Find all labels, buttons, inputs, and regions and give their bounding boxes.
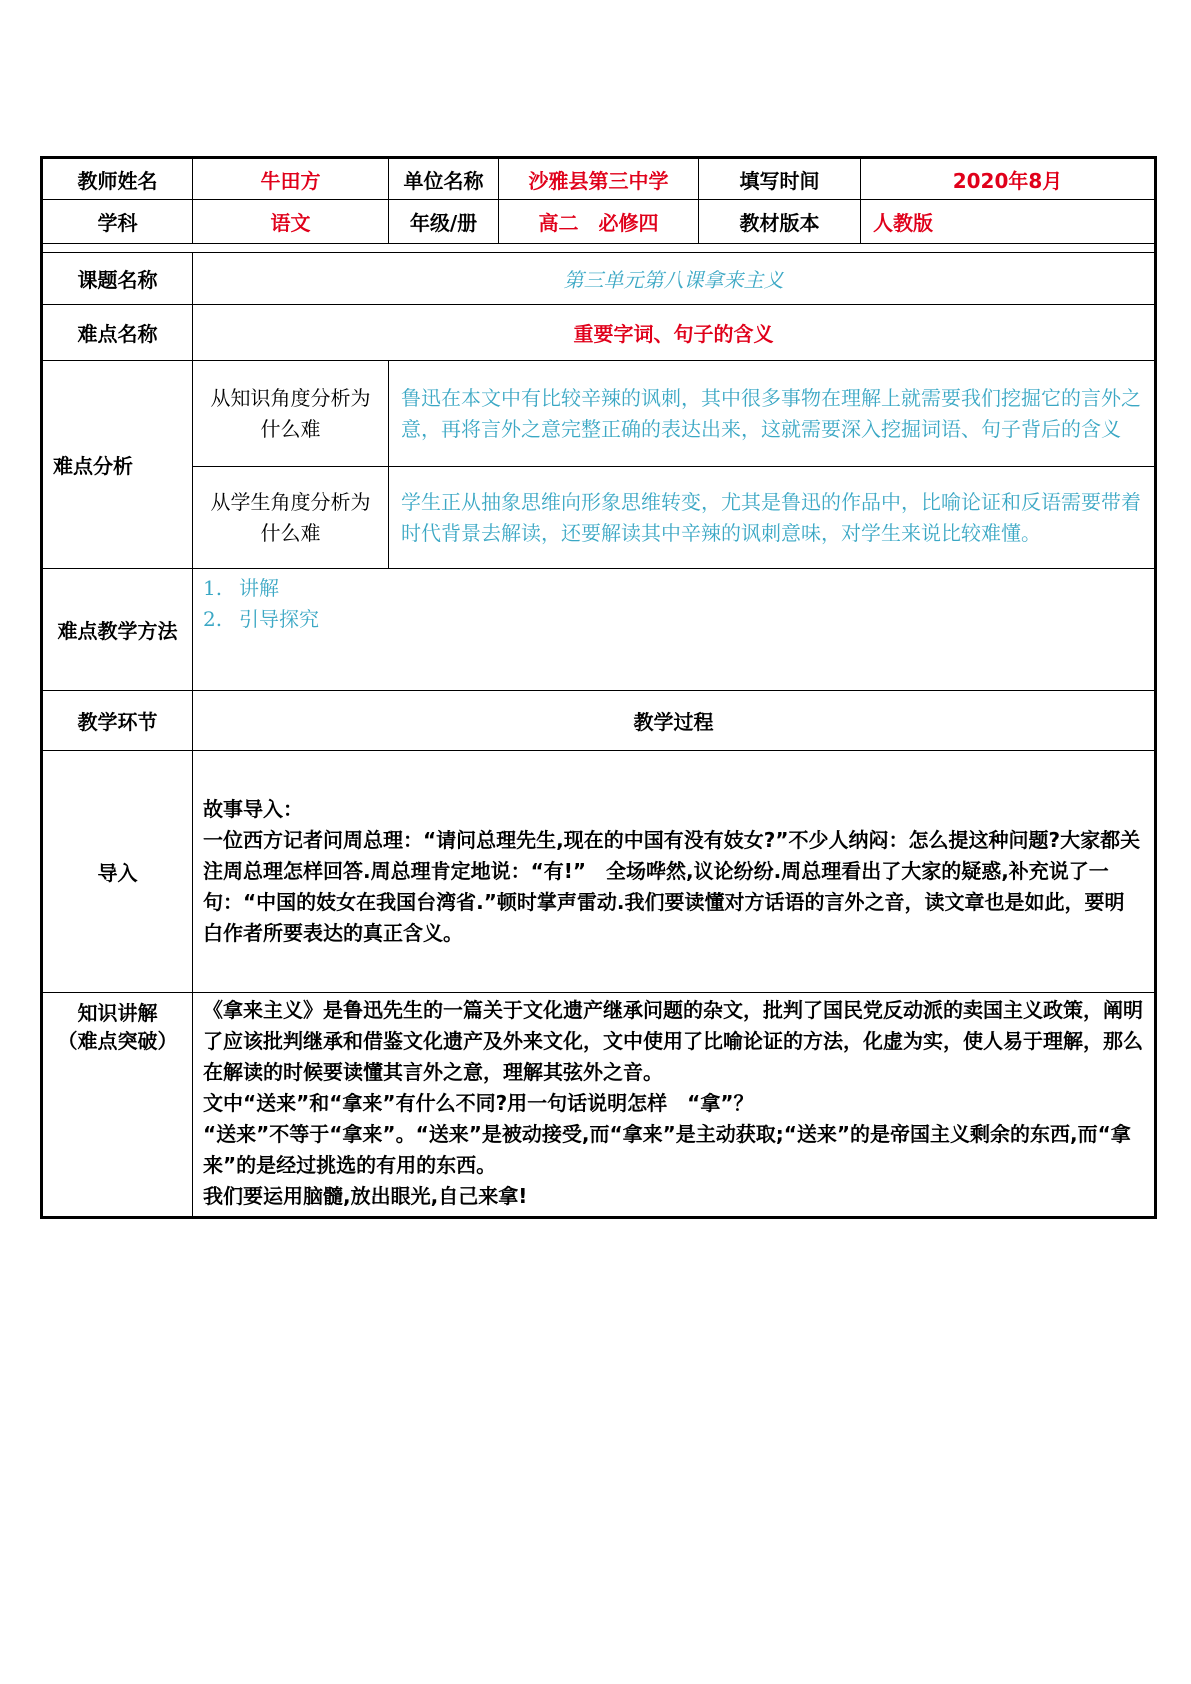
teacher-value: 牛田方 [193,158,389,200]
grade-value: 高二 必修四 [499,200,699,244]
difficulty-value: 重要字词、句子的含义 [193,305,1156,361]
knowledge-angle-text: 鲁迅在本文中有比较辛辣的讽刺，其中很多事物在理解上就需要我们挖掘它的言外之意，再将言外之意完整正确的表达出来，这就需要深入挖掘词语、句子背后的含义 [389,361,1156,467]
header-row-1 [42,158,1156,200]
stage-label: 教学环节 [42,691,193,751]
spacer-row [42,244,1156,253]
analysis-knowledge-row [42,361,1156,467]
lesson-plan-sheet [40,156,1154,1219]
unit-value: 沙雅县第三中学 [499,158,699,200]
unit-label: 单位名称 [389,158,499,200]
knowledge-question: 文中“送来”和“拿来”有什么不同?用一句话说明怎样 “拿”？ [203,1091,754,1115]
edition-value: 人教版 [861,200,1156,244]
time-value: 2020年8月 [861,158,1156,200]
difficulty-label: 难点名称 [42,305,193,361]
subject-value: 语文 [193,200,389,244]
method-text: 引导探究 [239,607,319,631]
methods-list [193,569,1156,691]
methods-row [42,569,1156,691]
method-text: 讲解 [239,576,279,600]
knowledge-row [42,993,1156,1218]
knowledge-label-line2: （难点突破） [57,1029,178,1053]
knowledge-angle-label: 从知识角度分析为什么难 [193,361,389,467]
intro-title: 故事导入： [203,797,303,821]
knowledge-label-line1: 知识讲解 [77,1001,158,1025]
edition-label: 教材版本 [699,200,861,244]
grade-label: 年级/册 [389,200,499,244]
topic-value: 第三单元第八课拿来主义 [193,253,1156,305]
teacher-label: 教师姓名 [42,158,193,200]
method-item [203,573,1144,604]
student-angle-text: 学生正从抽象思维向形象思维转变，尤其是鲁迅的作品中，比喻论证和反语需要带着时代背景去解读，还要解读其中辛辣的讽刺意味，对学生来说比较难懂。 [389,467,1156,569]
topic-label: 课题名称 [42,253,193,305]
analysis-student-row [42,467,1156,569]
difficulty-row [42,305,1156,361]
knowledge-content [193,993,1156,1218]
header-row-2 [42,200,1156,244]
intro-content [193,751,1156,993]
method-item [203,604,1144,635]
student-angle-label: 从学生角度分析为什么难 [193,467,389,569]
intro-label: 导入 [42,751,193,993]
subject-label: 学科 [42,200,193,244]
intro-text: 一位西方记者问周总理：“请问总理先生,现在的中国有没有妓女?”不少人纳闷：怎么提这种问题?大家都关注周总理怎样回答.周总理肯定地说：“有!” 全场哗然,议论纷纷.周总理看出了大家的疑惑,补充说了一句：“中国的妓女在我国台湾省.”顿时掌声雷动.我们要读懂对方话语的言外之音，读文章也是如此，要明白作者所要表达的真正含义。 [203,828,1141,945]
process-header-row [42,691,1156,751]
method-number: 2. [203,607,223,631]
lesson-plan-table [40,156,1157,1219]
process-label: 教学过程 [193,691,1156,751]
method-number: 1. [203,576,223,600]
knowledge-answer: “送来”不等于“拿来”。“送来”是被动接受,而“拿来”是主动获取;“送来”的是帝国主义剩余的东西,而“拿来”的是经过挑选的有用的东西。 [203,1122,1131,1177]
topic-row [42,253,1156,305]
knowledge-conclusion: 我们要运用脑髓,放出眼光,自己来拿! [203,1184,528,1208]
time-label: 填写时间 [699,158,861,200]
intro-row [42,751,1156,993]
knowledge-paragraph-1: 《拿来主义》是鲁迅先生的一篇关于文化遗产继承问题的杂文，批判了国民党反动派的卖国主义政策，阐明了应该批判继承和借鉴文化遗产及外来文化，文中使用了比喻论证的方法，化虚为实，使人易于理解，那么在解读的时候要读懂其言外之意，理解其弦外之音。 [203,998,1143,1084]
knowledge-label [42,993,193,1218]
analysis-label: 难点分析 [42,361,193,569]
methods-label: 难点教学方法 [42,569,193,691]
